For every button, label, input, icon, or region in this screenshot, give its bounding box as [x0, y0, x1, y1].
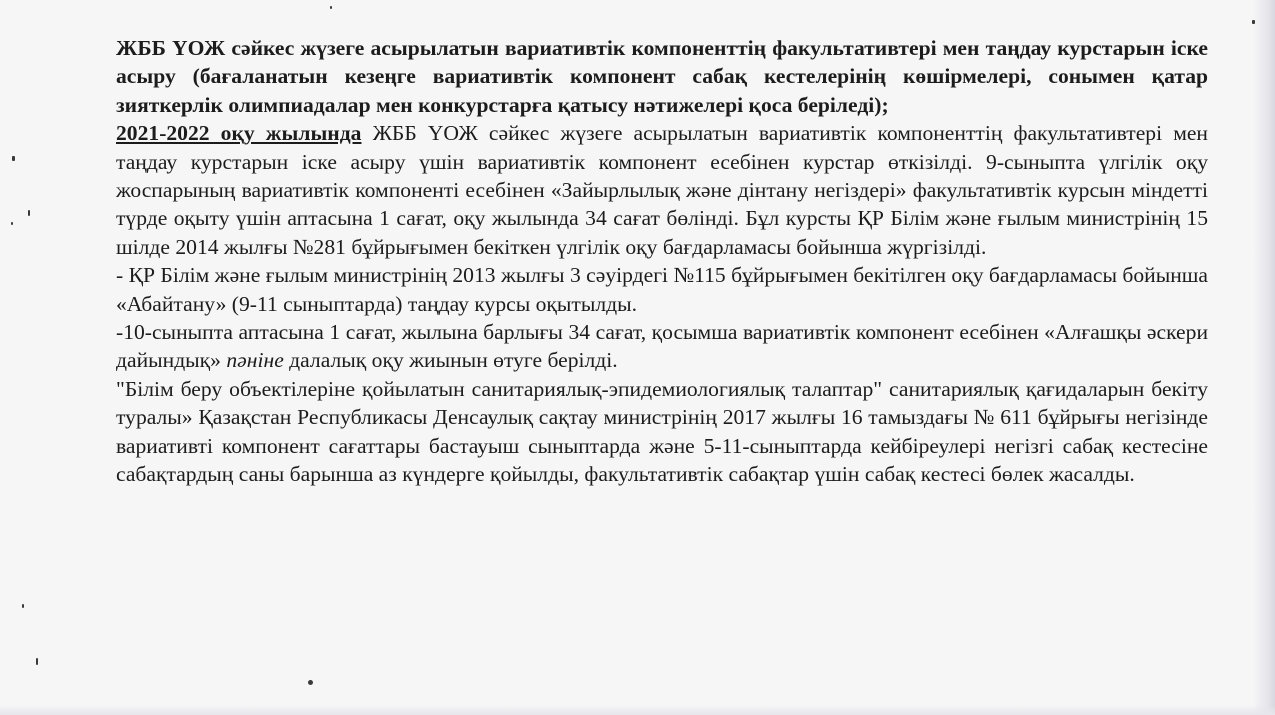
paragraph-sanitary-rules: "Білім беру объектілеріне қойылатын санитариялық-эпидемиологиялық талаптар" санитариялық қағидаларын бекіту туралы» Қазақстан Республикасы Денсаулық сақтау министрінің 2017 жылғы 16 тамыздағы № 611 бұйрығы негізінде вариативті компонент сағаттары бастауыш сыныптарда және 5-11-сыныптарда кейбіреулері негізгі сабақ кестесіне сабақтардың саны барынша аз күндерге қойылды, факультативтік сабақтар үшін сабақ кестесі бөлек жасалды.: [116, 376, 1208, 487]
paragraph-military-training: [116, 318, 1208, 375]
scan-speck: [28, 210, 30, 216]
document-body: [116, 34, 1208, 489]
military-training-italic: пәніне: [220, 348, 290, 373]
paragraph-abaitanu: - ҚР Білім және ғылым министрінің 2013 жылғы 3 сәуірдегі №115 бұйрығымен бекітілген оқу бағдарламасы бойынша «Абайтану» (9-11 сыныптарда) таңдау курсы оқытылды.: [116, 263, 1208, 316]
section-heading: ЖББ ҮОЖ сәйкес жүзеге асырылатын вариативтік компоненттің факультативтері мен таңдау курстарын іске асыру (бағаланатын кезеңге вариативтік компонент сабақ кестелерінің көшірмелері, сонымен қатар зияткерлік олимпиадалар мен конкурстарға қатысу нәтижелері қоса беріледі);: [116, 36, 1208, 117]
scan-speck: [330, 6, 332, 9]
scan-speck: [1252, 20, 1255, 24]
scan-speck: [36, 658, 38, 665]
military-training-text: -10-сыныпта аптасына 1 сағат, жылына барлығы 34 сағат, қосымша вариативтік компонент есебінен «Алғашқы әскери дайындық»: [116, 320, 1208, 373]
paragraph-academic-year: [116, 119, 1208, 261]
scan-bottom-shadow: [0, 705, 1275, 715]
scan-speck: [308, 680, 313, 685]
scan-speck: [11, 222, 13, 225]
scan-edge-shadow: [1253, 0, 1275, 715]
scan-speck: [22, 604, 24, 608]
scan-speck: [12, 156, 15, 161]
paragraph-academic-year-text: ЖББ ҮОЖ сәйкес жүзеге асырылатын вариативтік компоненттің факультативтері мен таңдау курстарын іске асыру үшін вариативтік компонент есебінен курстар өткізілді. 9-сыныпта үлгілік оқу жоспарының вариативтік компоненті есебінен «Зайырлылық және дінтану негіздері» факультативтік курсын міндетті түрде оқыту үшін аптасына 1 сағат, оқу жылында 34 сағат бөлінді. Бұл курсты ҚР Білім және ғылым министрінің 15 шілде 2014 жылғы №281 бұйрығымен бекіткен үлгілік оқу бағдарламасы бойынша жүргізілді.: [116, 121, 1208, 259]
academic-year-label: 2021-2022 оқу жылында: [116, 121, 362, 146]
military-training-end: далалық оқу жиынын өтуге берілді.: [289, 348, 618, 373]
